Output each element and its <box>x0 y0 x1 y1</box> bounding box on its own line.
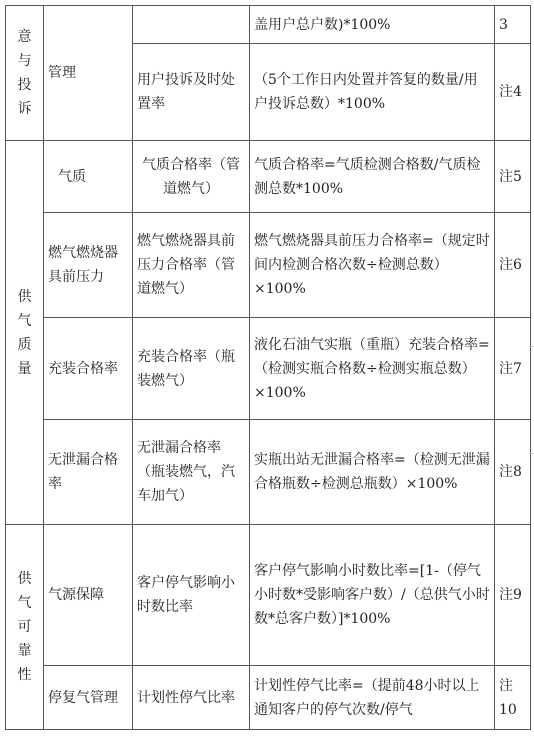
metric-cell: 计划性停气比率 <box>133 666 250 730</box>
category-cell: 供气质量 <box>6 141 44 525</box>
note-cell: 注10 <box>495 666 531 730</box>
formula-cell: 实瓶出站无泄漏合格率=（检测无泄漏合格瓶数÷检测总瓶数）×100% <box>250 420 495 525</box>
note-cell: 注9 <box>495 525 531 666</box>
item-cell: 充装合格率 <box>44 318 133 420</box>
category-cell: 供气可靠性 <box>6 525 44 730</box>
table-row <box>6 213 531 318</box>
table-row <box>6 666 531 730</box>
table-row <box>6 420 531 525</box>
item-cell: 气质 <box>44 141 133 213</box>
note-cell: 注8 <box>495 420 531 525</box>
formula-cell: 盖用户总户数)*100% <box>250 6 495 44</box>
formula-cell: 液化石油气实瓶（重瓶）充装合格率=（检测实瓶合格数÷检测实瓶总数）×100% <box>250 318 495 420</box>
table-row <box>6 318 531 420</box>
formula-cell: 气质合格率=气质检测合格数/气质检测总数*100% <box>250 141 495 213</box>
note-cell: 注4 <box>495 44 531 141</box>
table-row <box>6 6 531 44</box>
table-row <box>6 525 531 666</box>
table-row <box>6 141 531 213</box>
item-cell: 燃气燃烧器具前压力 <box>44 213 133 318</box>
note-cell: 3 <box>495 6 531 44</box>
metric-cell: 充装合格率（瓶装燃气） <box>133 318 250 420</box>
formula-cell: 燃气燃烧器具前压力合格率=（规定时间内检测合格次数÷检测总数）×100% <box>250 213 495 318</box>
indicator-table <box>5 5 531 730</box>
note-cell: 注6 <box>495 213 531 318</box>
metric-cell: 气质合格率（管道燃气） <box>133 141 250 213</box>
metric-cell: 客户停气影响小时数比率 <box>133 525 250 666</box>
metric-cell: 无泄漏合格率（瓶装燃气，汽车加气） <box>133 420 250 525</box>
formula-cell: 计划性停气比率=（提前48小时以上通知客户的停气次数/停气 <box>250 666 495 730</box>
note-cell: 注5 <box>495 141 531 213</box>
margin-tick <box>529 346 534 347</box>
metric-cell: 燃气燃烧器具前压力合格率（管道燃气） <box>133 213 250 318</box>
metric-cell <box>133 6 250 44</box>
formula-cell: 客户停气影响小时数比率=[1-（停气小时数*受影响客户数）/（总供气小时数*总客户数）]*100% <box>250 525 495 666</box>
item-cell: 无泄漏合格率 <box>44 420 133 525</box>
item-cell: 停复气管理 <box>44 666 133 730</box>
category-cell: 意与投诉 <box>6 6 44 141</box>
note-cell: 注7 <box>495 318 531 420</box>
item-cell: 管理 <box>44 6 133 141</box>
formula-cell: （5个工作日内处置并答复的数量/用户投诉总数）*100% <box>250 44 495 141</box>
item-cell: 气源保障 <box>44 525 133 666</box>
metric-cell: 用户投诉及时处置率 <box>133 44 250 141</box>
margin-tick <box>529 453 534 454</box>
